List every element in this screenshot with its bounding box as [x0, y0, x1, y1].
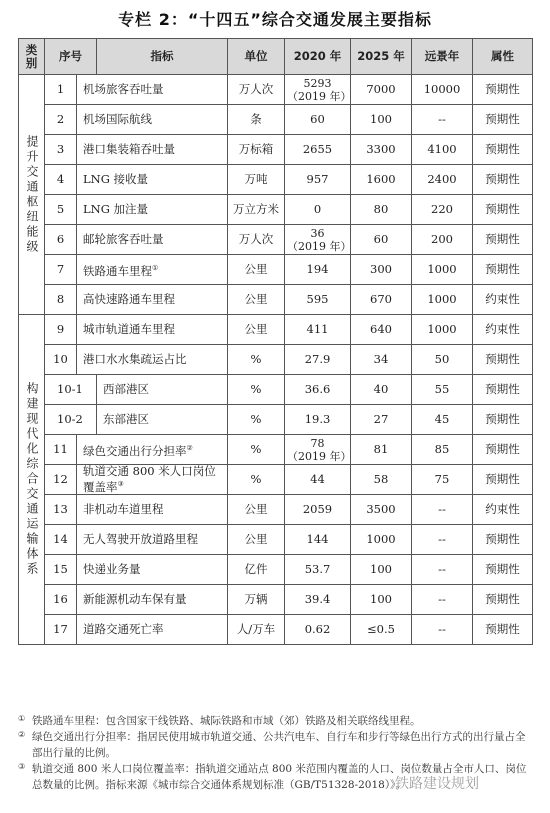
value-2025-cell: 670: [351, 285, 412, 315]
attribute-cell: 预期性: [473, 165, 533, 195]
unit-cell: 人/万车: [228, 615, 285, 645]
attribute-cell: 预期性: [473, 585, 533, 615]
table-row: [19, 75, 533, 105]
value-2025-cell: 34: [351, 345, 412, 375]
unit-cell: 亿件: [228, 555, 285, 585]
seq-cell: 10: [45, 345, 77, 375]
seq-cell: 16: [45, 585, 77, 615]
value-2020-note: （2019 年）: [287, 89, 352, 103]
value-2025-cell: 27: [351, 405, 412, 435]
value-2020: 36.6: [304, 382, 331, 396]
indicator-cell: [77, 285, 228, 315]
attribute-cell: 预期性: [473, 525, 533, 555]
table-row: [19, 255, 533, 285]
value-2025-cell: 3300: [351, 135, 412, 165]
table-body: [19, 75, 533, 645]
value-longterm-cell: --: [412, 615, 473, 645]
header-attribute: 属性: [473, 39, 533, 75]
value-longterm-cell: 1000: [412, 285, 473, 315]
value-2020-cell: [285, 465, 351, 495]
value-longterm-cell: 4100: [412, 135, 473, 165]
indicator-cell: [77, 165, 228, 195]
table-row: [19, 315, 533, 345]
footnote-text: 绿色交通出行分担率：指居民使用城市轨道交通、公共汽电车、自行车和步行等绿色出行方式的出行量占全部出行量的比例。: [32, 731, 526, 759]
attribute-cell: 预期性: [473, 465, 533, 495]
indicator-cell: [77, 435, 228, 465]
value-2020-cell: [285, 225, 351, 255]
value-2020: 53.7: [304, 562, 331, 576]
header-2020: 2020 年: [285, 39, 351, 75]
value-longterm-cell: 200: [412, 225, 473, 255]
value-2020: 144: [306, 532, 329, 546]
seq-cell: 6: [45, 225, 77, 255]
attribute-cell: 约束性: [473, 315, 533, 345]
unit-cell: 万人次: [228, 75, 285, 105]
unit-cell: %: [228, 345, 285, 375]
value-2020: 19.3: [304, 412, 331, 426]
value-2020: 27.9: [304, 352, 331, 366]
attribute-cell: 预期性: [473, 135, 533, 165]
value-2020-note: （2019 年）: [287, 449, 352, 463]
seq-cell: 17: [45, 615, 77, 645]
footnote-text: 轨道交通 800 米人口岗位覆盖率：指轨道交通站点 800 米范围内覆盖的人口、岗位数量占全市人口、岗位总数量的比例。指标来源《城市综合交通体系规划标准（GB/T51328-2018）》。: [32, 763, 527, 791]
seq-cell: 3: [45, 135, 77, 165]
seq-cell: 13: [45, 495, 77, 525]
indicator-cell: [77, 495, 228, 525]
value-2020-cell: [285, 105, 351, 135]
unit-cell: 万人次: [228, 225, 285, 255]
value-2020-cell: [285, 375, 351, 405]
table-row: [19, 105, 533, 135]
table-row: [19, 585, 533, 615]
indicator-name: 邮轮旅客吞吐量: [83, 232, 164, 246]
table-row: [19, 495, 533, 525]
table-row: [19, 375, 533, 405]
footnote-item: [18, 729, 532, 761]
indicator-name: 道路交通死亡率: [83, 622, 164, 636]
attribute-cell: 预期性: [473, 195, 533, 225]
indicator-name: 轨道交通 800 米人口岗位覆盖率: [83, 464, 216, 494]
table-row: [19, 435, 533, 465]
indicator-name: 机场国际航线: [83, 112, 152, 126]
value-2020: 36: [310, 226, 325, 240]
attribute-cell: 预期性: [473, 435, 533, 465]
value-2020: 2655: [302, 142, 333, 156]
unit-cell: 万立方米: [228, 195, 285, 225]
value-2020: 0: [313, 202, 322, 216]
table-row: [19, 135, 533, 165]
value-longterm-cell: --: [412, 585, 473, 615]
unit-cell: %: [228, 375, 285, 405]
indicator-name: 快递业务量: [83, 562, 141, 576]
page-title: 专栏 2：“十四五”综合交通发展主要指标: [118, 10, 432, 29]
indicator-name: 无人驾驶开放道路里程: [83, 532, 198, 546]
value-2020: 78: [310, 436, 325, 450]
indicator-cell: [97, 405, 228, 435]
seq-cell: 10-1: [45, 375, 97, 405]
value-longterm-cell: --: [412, 525, 473, 555]
value-2020: 44: [310, 472, 325, 486]
value-2025-cell: 100: [351, 105, 412, 135]
value-2020-cell: [285, 495, 351, 525]
attribute-cell: 预期性: [473, 555, 533, 585]
value-longterm-cell: 45: [412, 405, 473, 435]
indicator-cell: [77, 135, 228, 165]
attribute-cell: 预期性: [473, 75, 533, 105]
table-row: [19, 465, 533, 495]
indicator-cell: [77, 255, 228, 285]
header-indicator: 指标: [97, 39, 228, 75]
value-2020-cell: [285, 135, 351, 165]
value-2025-cell: 7000: [351, 75, 412, 105]
category-hub: 提升交通枢纽能级: [19, 75, 45, 315]
indicator-cell: [77, 195, 228, 225]
table-row: [19, 525, 533, 555]
seq-cell: 10-2: [45, 405, 97, 435]
value-2020: 5293: [303, 76, 332, 90]
unit-cell: 万辆: [228, 585, 285, 615]
table-row: [19, 345, 533, 375]
seq-cell: 9: [45, 315, 77, 345]
table-row: [19, 165, 533, 195]
value-2020: 194: [306, 262, 329, 276]
indicator-name: 西部港区: [103, 382, 149, 396]
seq-cell: 2: [45, 105, 77, 135]
value-longterm-cell: 220: [412, 195, 473, 225]
indicator-cell: [77, 75, 228, 105]
header-longterm: 远景年: [412, 39, 473, 75]
indicator-cell: [77, 555, 228, 585]
value-longterm-cell: 75: [412, 465, 473, 495]
value-2020-cell: [285, 75, 351, 105]
indicator-cell: [77, 615, 228, 645]
footnote-text: 铁路通车里程：包含国家干线铁路、城际铁路和市域（郊）铁路及相关联络线里程。: [32, 715, 421, 727]
footnote-ref: ②: [186, 443, 193, 452]
value-2020: 2059: [302, 502, 333, 516]
seq-cell: 4: [45, 165, 77, 195]
header-row: [19, 39, 533, 75]
unit-cell: 公里: [228, 315, 285, 345]
value-2025-cell: 80: [351, 195, 412, 225]
table-row: [19, 615, 533, 645]
value-2020: 595: [306, 292, 329, 306]
header-2025: 2025 年: [351, 39, 412, 75]
unit-cell: %: [228, 435, 285, 465]
attribute-cell: 约束性: [473, 495, 533, 525]
header-unit: 单位: [228, 39, 285, 75]
attribute-cell: 约束性: [473, 285, 533, 315]
value-2025-cell: 100: [351, 555, 412, 585]
attribute-cell: 预期性: [473, 225, 533, 255]
indicator-cell: [77, 225, 228, 255]
value-2020-cell: [285, 585, 351, 615]
indicator-name: 港口集装箱吞吐量: [83, 142, 175, 156]
indicator-cell: [77, 315, 228, 345]
unit-cell: 公里: [228, 525, 285, 555]
seq-cell: 12: [45, 465, 77, 495]
unit-cell: 公里: [228, 255, 285, 285]
header-category: 类别: [19, 39, 45, 75]
value-2020-cell: [285, 315, 351, 345]
value-2025-cell: 3500: [351, 495, 412, 525]
watermark: 铁路建设规划: [395, 776, 479, 792]
indicator-cell: [77, 465, 228, 495]
value-2025-cell: 81: [351, 435, 412, 465]
value-2025-cell: ≤0.5: [351, 615, 412, 645]
value-2020: 957: [306, 172, 329, 186]
seq-cell: 14: [45, 525, 77, 555]
unit-cell: 万吨: [228, 165, 285, 195]
attribute-cell: 预期性: [473, 405, 533, 435]
attribute-cell: 预期性: [473, 105, 533, 135]
indicator-cell: [97, 375, 228, 405]
value-2020-cell: [285, 285, 351, 315]
value-2025-cell: 40: [351, 375, 412, 405]
category-system: 构建现代化综合交通运输体系: [19, 315, 45, 645]
value-2020-cell: [285, 525, 351, 555]
value-2020: 411: [306, 322, 329, 336]
value-longterm-cell: --: [412, 105, 473, 135]
value-longterm-cell: 1000: [412, 255, 473, 285]
value-2025-cell: 100: [351, 585, 412, 615]
unit-cell: 公里: [228, 495, 285, 525]
value-longterm-cell: 2400: [412, 165, 473, 195]
seq-cell: 15: [45, 555, 77, 585]
indicator-cell: [77, 525, 228, 555]
seq-cell: 8: [45, 285, 77, 315]
table-row: [19, 555, 533, 585]
value-2020-cell: [285, 555, 351, 585]
value-longterm-cell: 85: [412, 435, 473, 465]
indicator-name: 东部港区: [103, 412, 149, 426]
value-2020: 0.62: [304, 622, 331, 636]
value-2020-cell: [285, 435, 351, 465]
value-longterm-cell: --: [412, 495, 473, 525]
seq-cell: 7: [45, 255, 77, 285]
value-2020-cell: [285, 255, 351, 285]
indicator-name: 非机动车道里程: [83, 502, 164, 516]
footnote-mark: ①: [18, 714, 26, 723]
footnote-mark: ③: [18, 762, 26, 771]
indicators-table: [18, 38, 533, 645]
seq-cell: 11: [45, 435, 77, 465]
footnote-ref: ③: [117, 480, 124, 489]
indicator-name: 新能源机动车保有量: [83, 592, 187, 606]
value-2020-cell: [285, 345, 351, 375]
value-2025-cell: 58: [351, 465, 412, 495]
seq-cell: 5: [45, 195, 77, 225]
value-2025-cell: 1000: [351, 525, 412, 555]
indicator-name: LNG 接收量: [83, 172, 149, 186]
attribute-cell: 预期性: [473, 615, 533, 645]
table-row: [19, 225, 533, 255]
indicator-cell: [77, 105, 228, 135]
value-longterm-cell: 55: [412, 375, 473, 405]
value-2025-cell: 300: [351, 255, 412, 285]
table-row: [19, 405, 533, 435]
attribute-cell: 预期性: [473, 255, 533, 285]
indicator-cell: [77, 345, 228, 375]
unit-cell: 万标箱: [228, 135, 285, 165]
value-2020-cell: [285, 615, 351, 645]
unit-cell: 公里: [228, 285, 285, 315]
value-2020-cell: [285, 165, 351, 195]
value-2025-cell: 640: [351, 315, 412, 345]
value-2025-cell: 1600: [351, 165, 412, 195]
header-seq: 序号: [45, 39, 97, 75]
value-2025-cell: 60: [351, 225, 412, 255]
value-longterm-cell: 10000: [412, 75, 473, 105]
value-2020-note: （2019 年）: [287, 239, 352, 253]
value-2020: 39.4: [304, 592, 331, 606]
value-longterm-cell: 50: [412, 345, 473, 375]
table-row: [19, 285, 533, 315]
attribute-cell: 预期性: [473, 375, 533, 405]
indicator-name: 高快速路通车里程: [83, 292, 175, 306]
value-longterm-cell: --: [412, 555, 473, 585]
indicator-cell: [77, 585, 228, 615]
table-row: [19, 195, 533, 225]
unit-cell: %: [228, 405, 285, 435]
seq-cell: 1: [45, 75, 77, 105]
indicator-name: 绿色交通出行分担率: [83, 443, 187, 458]
unit-cell: 条: [228, 105, 285, 135]
footnote-mark: ②: [18, 730, 26, 739]
unit-cell: %: [228, 465, 285, 495]
value-2020-cell: [285, 195, 351, 225]
indicator-name: 机场旅客吞吐量: [83, 82, 164, 96]
indicator-name: 铁路通车里程: [83, 263, 152, 278]
footnote-ref: ①: [152, 263, 159, 272]
indicator-name: 城市轨道通车里程: [83, 322, 175, 336]
attribute-cell: 预期性: [473, 345, 533, 375]
indicator-name: 港口水水集疏运占比: [83, 352, 187, 366]
value-2020: 60: [310, 112, 325, 126]
value-2020-cell: [285, 405, 351, 435]
footnote-item: [18, 713, 532, 729]
value-longterm-cell: 1000: [412, 315, 473, 345]
indicator-name: LNG 加注量: [83, 202, 149, 216]
